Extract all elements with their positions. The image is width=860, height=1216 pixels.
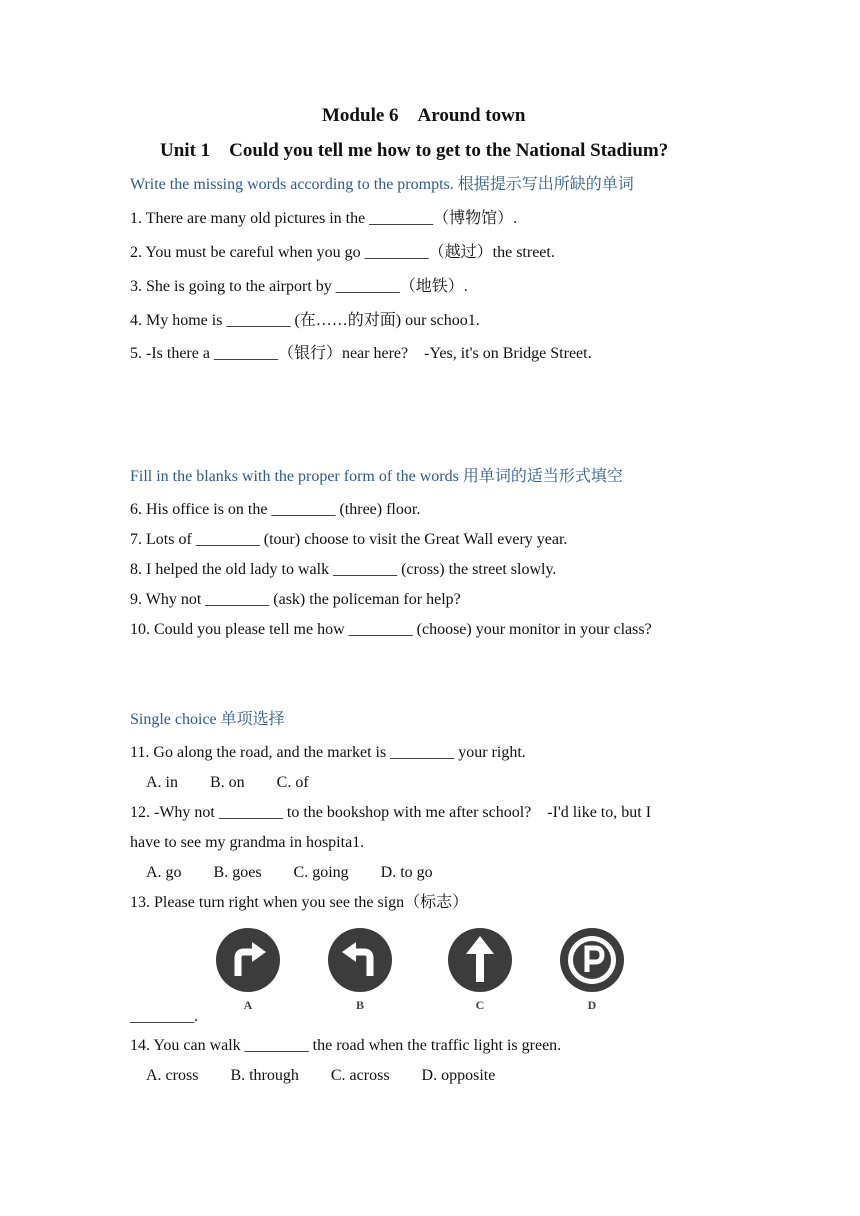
sign-option-d (556, 924, 628, 1014)
sign-option-c (444, 924, 516, 1014)
question-13: 13. Please turn right when you see the sign（标志） (130, 894, 469, 911)
section-heading-word-forms: Fill in the blanks with the proper form of the words 用单词的适当形式填空 (130, 468, 623, 485)
question-13-blank: ________. (130, 1008, 198, 1025)
question-6: 6. His office is on the ________ (three) floor. (130, 501, 421, 518)
question-11: 11. Go along the road, and the market is ________ your right. (130, 744, 526, 761)
sign-label-c: C (475, 998, 485, 1012)
question-3: 3. She is going to the airport by ________（地铁）. (130, 278, 468, 295)
sign-option-b (324, 924, 396, 1014)
question-11-options: A. in B. on C. of (130, 774, 309, 791)
sign-option-a (212, 924, 284, 1014)
straight-up-arrow-icon (444, 924, 516, 996)
question-7: 7. Lots of ________ (tour) choose to visit the Great Wall every year. (130, 531, 568, 548)
section-heading-missing-words: Write the missing words according to the prompts. 根据提示写出所缺的单词 (130, 176, 634, 193)
turn-right-arrow-icon (212, 924, 284, 996)
question-4: 4. My home is ________ (在……的对面) our schoo1. (130, 312, 480, 329)
question-1: 1. There are many old pictures in the ________（博物馆）. (130, 210, 518, 227)
question-14: 14. You can walk ________ the road when the traffic light is green. (130, 1037, 562, 1054)
question-14-options: A. cross B. through C. across D. opposite (130, 1067, 496, 1084)
question-9: 9. Why not ________ (ask) the policeman for help? (130, 591, 461, 608)
question-10: 10. Could you please tell me how ________ (choose) your monitor in your class? (130, 621, 652, 638)
traffic-sign-options (204, 924, 634, 1014)
section-heading-single-choice: Single choice 单项选择 (130, 711, 285, 728)
question-5: 5. -Is there a ________（银行）near here? -Yes, it's on Bridge Street. (130, 345, 592, 362)
sign-label-b: B (355, 998, 364, 1012)
question-2: 2. You must be careful when you go ________（越过）the street. (130, 244, 555, 261)
question-8: 8. I helped the old lady to walk ________ (cross) the street slowly. (130, 561, 557, 578)
question-12-continued: have to see my grandma in hospita1. (130, 834, 365, 851)
question-12-options: A. go B. goes C. going D. to go (130, 864, 433, 881)
question-12: 12. -Why not ________ to the bookshop with me after school? -I'd like to, but I (130, 804, 652, 821)
turn-left-arrow-icon (324, 924, 396, 996)
sign-label-d: D (587, 998, 597, 1012)
sign-label-a: A (243, 998, 253, 1012)
parking-icon (556, 924, 628, 996)
page-title: Module 6 Around town (322, 105, 526, 126)
page-subtitle: Unit 1 Could you tell me how to get to the National Stadium? (160, 140, 669, 161)
